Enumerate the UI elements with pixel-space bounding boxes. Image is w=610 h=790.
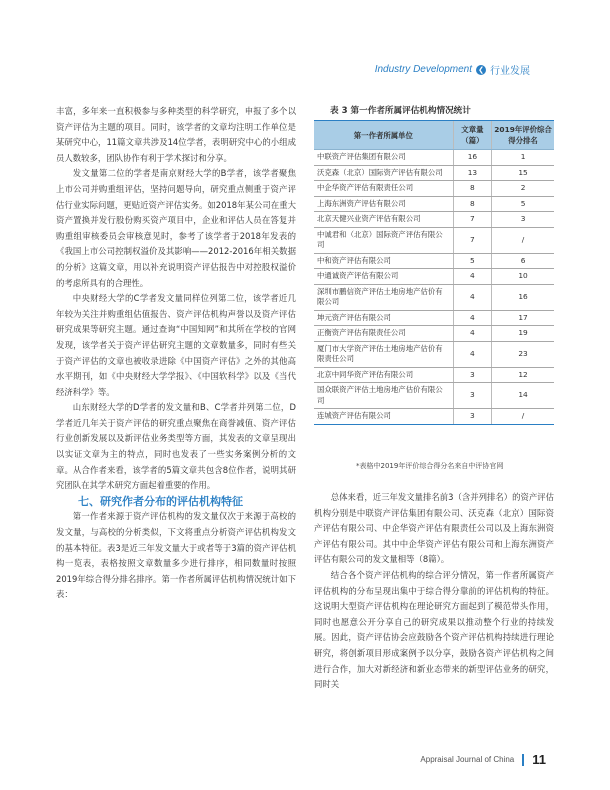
right-paragraph-0: 总体来看，近三年发文量排名前3（含并列排名）的资产评估机构分别是中联资产评估集团有限公司、沃克森（北京）国际资产评估有限公司、中企华资产评估有限责任公司以及上海东洲资产评估有限公司。其中中企华资产评估有限公司和上海东洲资产评估有限公司的发文量相等（8篇）。 <box>314 492 554 565</box>
left-paragraph-4: 第一作者来源于资产评估机构的发文量仅次于来源于高校的发文量，与高校的分析类似，下文将重点分析资产评估机构发文的基本特征。表3是近三年发文量大于或者等于3篇的资产评估机构一览表，表格按照文章数量多少进行排序，相同数量时按照2019年综合得分排名排序。第一作者所属评估机构情况统计如下表： <box>56 511 296 600</box>
table-row <box>314 409 554 425</box>
left-column <box>56 104 296 603</box>
left-paragraph-2: 中央财经大学的C学者发文量同样位列第二位，该学者近几年较为关注并购重组估值报告、资产评估机构声誉以及资产评估研究成果等研究主题。通过查询“中国知网”和其所在学校的官网发现，该学者关于资产评估研究主题的文章数量多，同时有些关于资产评估的文章也被收录进除《中国资产评估》之外的其他高水平期刊，如《中央财经大学学报》、《中国软科学》以及《当代经济科学》等。 <box>56 293 296 397</box>
table-row <box>314 196 554 212</box>
header-arrow-icon: ❮ <box>476 65 486 75</box>
cell-count: 7 <box>453 227 491 253</box>
cell-count: 4 <box>453 310 491 326</box>
cell-rank: 1 <box>492 150 554 166</box>
table-row <box>314 253 554 269</box>
right-column <box>314 490 554 693</box>
cell-rank: / <box>492 409 554 425</box>
table-row <box>314 165 554 181</box>
cell-count: 3 <box>453 383 491 409</box>
table-row <box>314 383 554 409</box>
cell-org: 北京天健兴业资产评估有限公司 <box>314 212 453 228</box>
left-paragraph-1: 发文量第二位的学者是南京财经大学的B学者，该学者聚焦上市公司并购重组评估，坚持问题导向，研究重点侧重于资产评估行业实际问题，更贴近资产评估实务。如2018年某公司在重大资产置换并发行股份购买资产项目中，企业和评估人员在答复并购重组审核委员会审核意见时，参考了该学者于2018年发表的《我国上市公司控制权溢价及其影响——2012-2016年相关数据的分析》这篇文章，用以补充说明资产评估报告中对控股权溢价的考虑所具有的合理性。 <box>56 168 296 288</box>
cell-rank: 5 <box>492 196 554 212</box>
running-header <box>375 62 530 77</box>
table-note: *表格中2019年评价综合得分名来自中评协官网 <box>356 462 504 470</box>
cell-rank: 12 <box>492 367 554 383</box>
table-row <box>314 181 554 197</box>
cell-count: 13 <box>453 165 491 181</box>
left-paragraph-3: 山东财经大学的D学者的发文量和B、C学者并列第二位，D学者近几年关于资产评估的研究重点聚焦在商誉减值、资产评估行业创新发展以及新评估业务类型等方面，其发表的文章呈现出以实证文章为主的特点，同时也发表了一些实务案例分析的文章。从合作者来看，该学者的5篇文章共包含8位作者，说明其研究团队在其学术研究方面起着重要的作用。 <box>56 402 296 491</box>
cell-rank: 17 <box>492 310 554 326</box>
cell-rank: 10 <box>492 269 554 285</box>
table-row <box>314 284 554 310</box>
header-english: Industry Development <box>374 64 472 75</box>
page-number: 11 <box>532 752 546 767</box>
cell-org: 中和资产评估有限公司 <box>314 253 453 269</box>
cell-count: 8 <box>453 181 491 197</box>
cell-count: 4 <box>453 341 491 367</box>
cell-count: 3 <box>453 367 491 383</box>
table-row <box>314 367 554 383</box>
cell-rank: 2 <box>492 181 554 197</box>
cell-rank: 15 <box>492 165 554 181</box>
table-header-row <box>314 121 554 150</box>
cell-count: 16 <box>453 150 491 166</box>
cell-count: 8 <box>453 196 491 212</box>
page-footer <box>420 752 546 767</box>
table-title: 表 3 第一作者所属评估机构情况统计 <box>330 106 471 116</box>
cell-org: 坤元资产评估有限公司 <box>314 310 453 326</box>
cell-org: 国众联资产评估土地房地产估价有限公司 <box>314 383 453 409</box>
cell-org: 上海东洲资产评估有限公司 <box>314 196 453 212</box>
table-row <box>314 310 554 326</box>
cell-org: 深圳市鹏信资产评估土地房地产估价有限公司 <box>314 284 453 310</box>
cell-org: 厦门市大学资产评估土地房地产估价有限责任公司 <box>314 341 453 367</box>
cell-rank: 19 <box>492 326 554 342</box>
cell-org: 中诚君和（北京）国际资产评估有限公司 <box>314 227 453 253</box>
table-row <box>314 341 554 367</box>
cell-count: 4 <box>453 326 491 342</box>
cell-count: 4 <box>453 284 491 310</box>
header-rank: 2019年评价综合得分排名 <box>492 121 554 150</box>
journal-name: Appraisal Journal of China <box>420 755 515 764</box>
footer-divider <box>522 754 524 766</box>
cell-count: 5 <box>453 253 491 269</box>
cell-org: 中企华资产评估有限责任公司 <box>314 181 453 197</box>
cell-org: 沃克森（北京）国际资产评估有限公司 <box>314 165 453 181</box>
cell-count: 3 <box>453 409 491 425</box>
table-row <box>314 212 554 228</box>
cell-org: 连城资产评估有限公司 <box>314 409 453 425</box>
cell-org: 中通诚资产评估有限公司 <box>314 269 453 285</box>
cell-rank: 16 <box>492 284 554 310</box>
cell-rank: 14 <box>492 383 554 409</box>
cell-org: 中联资产评估集团有限公司 <box>314 150 453 166</box>
cell-rank: / <box>492 227 554 253</box>
right-paragraph-1: 结合各个资产评估机构的综合评分情况，第一作者所属资产评估机构的分布呈现出集中于综合得分靠前的评估机构的特征。这说明大型资产评估机构在理论研究方面起到了模范带头作用，同时也愿意公开分享自己的研究成果以推动整个行业的持续发展。因此，资产评估协会应鼓励各个资产评估机构持续进行理论研究，将创新项目形成案例予以分享，鼓励各资产评估机构之间进行合作，加大对新经济和新业态带来的新型评估业务的研究，同时关 <box>314 569 554 690</box>
table-row <box>314 326 554 342</box>
left-paragraph-0: 丰富，多年来一直积极参与多种类型的科学研究，申报了多个以资产评估为主题的项目。同时，该学者的文章均注明工作单位是某研究中心，11篇文章共涉及14位学者，表明研究中心的小组成员人数较多，团队协作有利于学术探讨和分享。 <box>56 106 296 163</box>
table-row <box>314 269 554 285</box>
cell-org: 北京中同华资产评估有限公司 <box>314 367 453 383</box>
cell-rank: 23 <box>492 341 554 367</box>
institution-table <box>314 120 554 425</box>
header-org: 第一作者所属单位 <box>314 121 453 150</box>
cell-rank: 6 <box>492 253 554 269</box>
cell-rank: 3 <box>492 212 554 228</box>
cell-count: 7 <box>453 212 491 228</box>
table-row <box>314 150 554 166</box>
table-row <box>314 227 554 253</box>
cell-org: 正衡资产评估有限责任公司 <box>314 326 453 342</box>
section-title: 七、研究作者分布的评估机构特征 <box>78 494 243 508</box>
header-count: 文章量（篇） <box>453 121 491 150</box>
cell-count: 4 <box>453 269 491 285</box>
header-chinese: 行业发展 <box>490 66 530 77</box>
